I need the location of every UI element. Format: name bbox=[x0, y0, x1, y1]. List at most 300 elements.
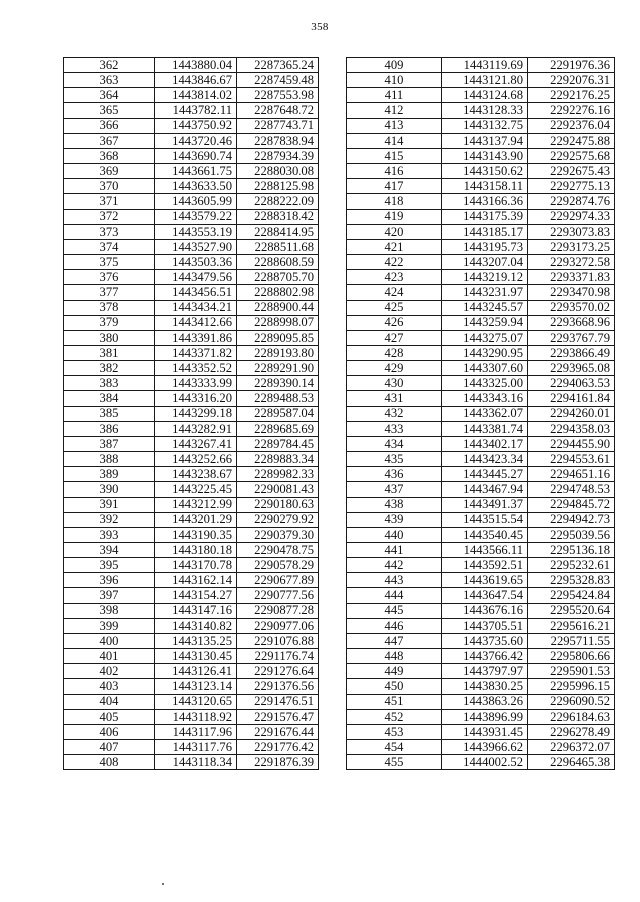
x-coordinate-cell: 1443690.74 bbox=[155, 148, 237, 163]
table-row bbox=[64, 452, 319, 467]
point-number-cell: 454 bbox=[347, 740, 442, 755]
x-coordinate-cell: 1443117.76 bbox=[155, 740, 237, 755]
x-coordinate-cell: 1443119.69 bbox=[442, 58, 528, 73]
table-row bbox=[347, 103, 615, 118]
point-number-cell: 429 bbox=[347, 361, 442, 376]
y-coordinate-cell: 2291976.36 bbox=[528, 58, 615, 73]
y-coordinate-cell: 2293272.58 bbox=[528, 255, 615, 270]
table-row bbox=[64, 482, 319, 497]
table-row bbox=[347, 345, 615, 360]
table-row bbox=[347, 133, 615, 148]
x-coordinate-cell: 1443128.33 bbox=[442, 103, 528, 118]
table-row bbox=[347, 58, 615, 73]
x-coordinate-cell: 1443316.20 bbox=[155, 391, 237, 406]
x-coordinate-cell: 1443275.07 bbox=[442, 330, 528, 345]
y-coordinate-cell: 2289291.90 bbox=[237, 361, 319, 376]
x-coordinate-cell: 1443467.94 bbox=[442, 482, 528, 497]
x-coordinate-cell: 1443147.16 bbox=[155, 603, 237, 618]
table-row bbox=[64, 133, 319, 148]
point-number-cell: 399 bbox=[64, 618, 155, 633]
x-coordinate-cell: 1443766.42 bbox=[442, 649, 528, 664]
x-coordinate-cell: 1443117.96 bbox=[155, 724, 237, 739]
table-row bbox=[347, 709, 615, 724]
x-coordinate-cell: 1443661.75 bbox=[155, 164, 237, 179]
y-coordinate-cell: 2292675.43 bbox=[528, 164, 615, 179]
point-number-cell: 424 bbox=[347, 285, 442, 300]
y-coordinate-cell: 2291376.56 bbox=[237, 679, 319, 694]
table-row bbox=[64, 618, 319, 633]
table-row bbox=[347, 603, 615, 618]
point-number-cell: 382 bbox=[64, 361, 155, 376]
table-row bbox=[347, 164, 615, 179]
table-row bbox=[347, 209, 615, 224]
x-coordinate-cell: 1443120.65 bbox=[155, 694, 237, 709]
point-number-cell: 400 bbox=[64, 633, 155, 648]
y-coordinate-cell: 2289095.85 bbox=[237, 330, 319, 345]
y-coordinate-cell: 2293668.96 bbox=[528, 315, 615, 330]
table-row bbox=[347, 664, 615, 679]
y-coordinate-cell: 2293073.83 bbox=[528, 224, 615, 239]
point-number-cell: 440 bbox=[347, 527, 442, 542]
point-number-cell: 428 bbox=[347, 345, 442, 360]
y-coordinate-cell: 2295616.21 bbox=[528, 618, 615, 633]
x-coordinate-cell: 1443290.95 bbox=[442, 345, 528, 360]
table-row bbox=[64, 755, 319, 770]
y-coordinate-cell: 2288802.98 bbox=[237, 285, 319, 300]
y-coordinate-cell: 2296090.52 bbox=[528, 694, 615, 709]
y-coordinate-cell: 2291876.39 bbox=[237, 755, 319, 770]
point-number-cell: 444 bbox=[347, 588, 442, 603]
point-number-cell: 420 bbox=[347, 224, 442, 239]
y-coordinate-cell: 2288608.59 bbox=[237, 255, 319, 270]
table-row bbox=[347, 649, 615, 664]
point-number-cell: 446 bbox=[347, 618, 442, 633]
table-row bbox=[347, 239, 615, 254]
x-coordinate-cell: 1443124.68 bbox=[442, 88, 528, 103]
x-coordinate-cell: 1443307.60 bbox=[442, 361, 528, 376]
x-coordinate-cell: 1443130.45 bbox=[155, 649, 237, 664]
table-row bbox=[64, 376, 319, 391]
table-row bbox=[64, 285, 319, 300]
point-number-cell: 418 bbox=[347, 194, 442, 209]
x-coordinate-cell: 1443797.97 bbox=[442, 664, 528, 679]
x-coordinate-cell: 1443676.16 bbox=[442, 603, 528, 618]
table-row bbox=[64, 58, 319, 73]
point-number-cell: 434 bbox=[347, 436, 442, 451]
y-coordinate-cell: 2295520.64 bbox=[528, 603, 615, 618]
y-coordinate-cell: 2287553.98 bbox=[237, 88, 319, 103]
y-coordinate-cell: 2290877.28 bbox=[237, 603, 319, 618]
y-coordinate-cell: 2294455.90 bbox=[528, 436, 615, 451]
table-row bbox=[64, 740, 319, 755]
x-coordinate-cell: 1443123.14 bbox=[155, 679, 237, 694]
y-coordinate-cell: 2288511.68 bbox=[237, 239, 319, 254]
y-coordinate-cell: 2296372.07 bbox=[528, 740, 615, 755]
table-row bbox=[64, 406, 319, 421]
point-number-cell: 362 bbox=[64, 58, 155, 73]
point-number-cell: 413 bbox=[347, 118, 442, 133]
x-coordinate-cell: 1443143.90 bbox=[442, 148, 528, 163]
y-coordinate-cell: 2289488.53 bbox=[237, 391, 319, 406]
x-coordinate-cell: 1443325.00 bbox=[442, 376, 528, 391]
x-coordinate-cell: 1443647.54 bbox=[442, 588, 528, 603]
point-number-cell: 439 bbox=[347, 512, 442, 527]
x-coordinate-cell: 1443166.36 bbox=[442, 194, 528, 209]
point-number-cell: 369 bbox=[64, 164, 155, 179]
y-coordinate-cell: 2293965.08 bbox=[528, 361, 615, 376]
y-coordinate-cell: 2290279.92 bbox=[237, 512, 319, 527]
y-coordinate-cell: 2295136.18 bbox=[528, 543, 615, 558]
x-coordinate-cell: 1443846.67 bbox=[155, 73, 237, 88]
y-coordinate-cell: 2292775.13 bbox=[528, 179, 615, 194]
y-coordinate-cell: 2296184.63 bbox=[528, 709, 615, 724]
table-row bbox=[347, 224, 615, 239]
y-coordinate-cell: 2287459.48 bbox=[237, 73, 319, 88]
table-row bbox=[64, 179, 319, 194]
x-coordinate-cell: 1443503.36 bbox=[155, 255, 237, 270]
point-number-cell: 390 bbox=[64, 482, 155, 497]
table-row bbox=[347, 376, 615, 391]
point-number-cell: 414 bbox=[347, 133, 442, 148]
point-number-cell: 438 bbox=[347, 497, 442, 512]
table-row bbox=[347, 512, 615, 527]
y-coordinate-cell: 2291776.42 bbox=[237, 740, 319, 755]
point-number-cell: 386 bbox=[64, 421, 155, 436]
point-number-cell: 409 bbox=[347, 58, 442, 73]
y-coordinate-cell: 2290777.56 bbox=[237, 588, 319, 603]
y-coordinate-cell: 2293866.49 bbox=[528, 345, 615, 360]
x-coordinate-cell: 1443782.11 bbox=[155, 103, 237, 118]
x-coordinate-cell: 1443118.92 bbox=[155, 709, 237, 724]
point-number-cell: 391 bbox=[64, 497, 155, 512]
table-row bbox=[347, 755, 615, 770]
point-number-cell: 415 bbox=[347, 148, 442, 163]
y-coordinate-cell: 2292176.25 bbox=[528, 88, 615, 103]
table-row bbox=[64, 664, 319, 679]
point-number-cell: 376 bbox=[64, 270, 155, 285]
point-number-cell: 367 bbox=[64, 133, 155, 148]
x-coordinate-cell: 1443150.62 bbox=[442, 164, 528, 179]
table-row bbox=[64, 194, 319, 209]
table-row bbox=[347, 88, 615, 103]
y-coordinate-cell: 2291176.74 bbox=[237, 649, 319, 664]
point-number-cell: 397 bbox=[64, 588, 155, 603]
x-coordinate-cell: 1443185.17 bbox=[442, 224, 528, 239]
coordinates-table-left bbox=[63, 57, 319, 770]
y-coordinate-cell: 2291076.88 bbox=[237, 633, 319, 648]
table-row bbox=[64, 345, 319, 360]
x-coordinate-cell: 1443750.92 bbox=[155, 118, 237, 133]
y-coordinate-cell: 2295232.61 bbox=[528, 558, 615, 573]
table-row bbox=[64, 164, 319, 179]
point-number-cell: 412 bbox=[347, 103, 442, 118]
page-number: 358 bbox=[311, 21, 329, 33]
x-coordinate-cell: 1443212.99 bbox=[155, 497, 237, 512]
table-row bbox=[347, 543, 615, 558]
x-coordinate-cell: 1443592.51 bbox=[442, 558, 528, 573]
x-coordinate-cell: 1443158.11 bbox=[442, 179, 528, 194]
y-coordinate-cell: 2288318.42 bbox=[237, 209, 319, 224]
point-number-cell: 398 bbox=[64, 603, 155, 618]
point-number-cell: 453 bbox=[347, 724, 442, 739]
point-number-cell: 381 bbox=[64, 345, 155, 360]
y-coordinate-cell: 2291576.47 bbox=[237, 709, 319, 724]
x-coordinate-cell: 1443135.25 bbox=[155, 633, 237, 648]
x-coordinate-cell: 1443966.62 bbox=[442, 740, 528, 755]
table-row bbox=[64, 300, 319, 315]
table-row bbox=[347, 573, 615, 588]
point-number-cell: 447 bbox=[347, 633, 442, 648]
point-number-cell: 423 bbox=[347, 270, 442, 285]
point-number-cell: 370 bbox=[64, 179, 155, 194]
table-row bbox=[347, 73, 615, 88]
x-coordinate-cell: 1443362.07 bbox=[442, 406, 528, 421]
point-number-cell: 426 bbox=[347, 315, 442, 330]
y-coordinate-cell: 2293470.98 bbox=[528, 285, 615, 300]
table-row bbox=[347, 694, 615, 709]
table-row bbox=[347, 118, 615, 133]
point-number-cell: 452 bbox=[347, 709, 442, 724]
x-coordinate-cell: 1443381.74 bbox=[442, 421, 528, 436]
table-row bbox=[347, 315, 615, 330]
point-number-cell: 402 bbox=[64, 664, 155, 679]
x-coordinate-cell: 1443412.66 bbox=[155, 315, 237, 330]
point-number-cell: 421 bbox=[347, 239, 442, 254]
table-row bbox=[64, 558, 319, 573]
x-coordinate-cell: 1443154.27 bbox=[155, 588, 237, 603]
x-coordinate-cell: 1443195.73 bbox=[442, 239, 528, 254]
y-coordinate-cell: 2294748.53 bbox=[528, 482, 615, 497]
x-coordinate-cell: 1443735.60 bbox=[442, 633, 528, 648]
table-row bbox=[347, 194, 615, 209]
y-coordinate-cell: 2294553.61 bbox=[528, 452, 615, 467]
y-coordinate-cell: 2294942.73 bbox=[528, 512, 615, 527]
x-coordinate-cell: 1443423.34 bbox=[442, 452, 528, 467]
table-row bbox=[347, 527, 615, 542]
table-row bbox=[64, 543, 319, 558]
point-number-cell: 384 bbox=[64, 391, 155, 406]
table-row bbox=[347, 179, 615, 194]
table-row bbox=[347, 148, 615, 163]
point-number-cell: 375 bbox=[64, 255, 155, 270]
table-row bbox=[64, 148, 319, 163]
x-coordinate-cell: 1443162.14 bbox=[155, 573, 237, 588]
table-row bbox=[347, 406, 615, 421]
table-row bbox=[347, 467, 615, 482]
y-coordinate-cell: 2290977.06 bbox=[237, 618, 319, 633]
y-coordinate-cell: 2288125.98 bbox=[237, 179, 319, 194]
scan-speck bbox=[162, 883, 164, 885]
x-coordinate-cell: 1443931.45 bbox=[442, 724, 528, 739]
x-coordinate-cell: 1443118.34 bbox=[155, 755, 237, 770]
x-coordinate-cell: 1443456.51 bbox=[155, 285, 237, 300]
point-number-cell: 363 bbox=[64, 73, 155, 88]
table-row bbox=[64, 270, 319, 285]
point-number-cell: 445 bbox=[347, 603, 442, 618]
table-row bbox=[347, 588, 615, 603]
table-row bbox=[347, 436, 615, 451]
x-coordinate-cell: 1443479.56 bbox=[155, 270, 237, 285]
y-coordinate-cell: 2288705.70 bbox=[237, 270, 319, 285]
point-number-cell: 377 bbox=[64, 285, 155, 300]
table-row bbox=[64, 573, 319, 588]
table-row bbox=[64, 73, 319, 88]
x-coordinate-cell: 1443491.37 bbox=[442, 497, 528, 512]
table-row bbox=[64, 436, 319, 451]
point-number-cell: 449 bbox=[347, 664, 442, 679]
y-coordinate-cell: 2295806.66 bbox=[528, 649, 615, 664]
table-row bbox=[64, 603, 319, 618]
y-coordinate-cell: 2295328.83 bbox=[528, 573, 615, 588]
x-coordinate-cell: 1443282.91 bbox=[155, 421, 237, 436]
table-row bbox=[347, 724, 615, 739]
table-row bbox=[347, 558, 615, 573]
table-row bbox=[64, 694, 319, 709]
point-number-cell: 374 bbox=[64, 239, 155, 254]
point-number-cell: 432 bbox=[347, 406, 442, 421]
y-coordinate-cell: 2292475.88 bbox=[528, 133, 615, 148]
table-row bbox=[347, 740, 615, 755]
point-number-cell: 425 bbox=[347, 300, 442, 315]
point-number-cell: 431 bbox=[347, 391, 442, 406]
point-number-cell: 455 bbox=[347, 755, 442, 770]
table-row bbox=[64, 679, 319, 694]
table-row bbox=[64, 709, 319, 724]
point-number-cell: 378 bbox=[64, 300, 155, 315]
y-coordinate-cell: 2289390.14 bbox=[237, 376, 319, 391]
x-coordinate-cell: 1443299.18 bbox=[155, 406, 237, 421]
point-number-cell: 436 bbox=[347, 467, 442, 482]
y-coordinate-cell: 2287648.72 bbox=[237, 103, 319, 118]
table-row bbox=[64, 588, 319, 603]
y-coordinate-cell: 2288998.07 bbox=[237, 315, 319, 330]
x-coordinate-cell: 1443566.11 bbox=[442, 543, 528, 558]
point-number-cell: 443 bbox=[347, 573, 442, 588]
y-coordinate-cell: 2292974.33 bbox=[528, 209, 615, 224]
y-coordinate-cell: 2292076.31 bbox=[528, 73, 615, 88]
point-number-cell: 395 bbox=[64, 558, 155, 573]
point-number-cell: 419 bbox=[347, 209, 442, 224]
point-number-cell: 368 bbox=[64, 148, 155, 163]
coordinates-table-right-body bbox=[347, 58, 615, 770]
y-coordinate-cell: 2288414.95 bbox=[237, 224, 319, 239]
x-coordinate-cell: 1444002.52 bbox=[442, 755, 528, 770]
x-coordinate-cell: 1443352.52 bbox=[155, 361, 237, 376]
point-number-cell: 451 bbox=[347, 694, 442, 709]
table-row bbox=[64, 88, 319, 103]
y-coordinate-cell: 2293173.25 bbox=[528, 239, 615, 254]
x-coordinate-cell: 1443402.17 bbox=[442, 436, 528, 451]
y-coordinate-cell: 2295039.56 bbox=[528, 527, 615, 542]
table-row bbox=[347, 391, 615, 406]
table-row bbox=[347, 361, 615, 376]
table-row bbox=[64, 239, 319, 254]
y-coordinate-cell: 2289784.45 bbox=[237, 436, 319, 451]
y-coordinate-cell: 2293767.79 bbox=[528, 330, 615, 345]
y-coordinate-cell: 2289587.04 bbox=[237, 406, 319, 421]
y-coordinate-cell: 2288900.44 bbox=[237, 300, 319, 315]
x-coordinate-cell: 1443180.18 bbox=[155, 543, 237, 558]
y-coordinate-cell: 2289685.69 bbox=[237, 421, 319, 436]
x-coordinate-cell: 1443259.94 bbox=[442, 315, 528, 330]
x-coordinate-cell: 1443121.80 bbox=[442, 73, 528, 88]
point-number-cell: 416 bbox=[347, 164, 442, 179]
y-coordinate-cell: 2294358.03 bbox=[528, 421, 615, 436]
point-number-cell: 383 bbox=[64, 376, 155, 391]
table-row bbox=[64, 118, 319, 133]
table-row bbox=[64, 527, 319, 542]
y-coordinate-cell: 2295711.55 bbox=[528, 633, 615, 648]
x-coordinate-cell: 1443527.90 bbox=[155, 239, 237, 254]
point-number-cell: 430 bbox=[347, 376, 442, 391]
y-coordinate-cell: 2295901.53 bbox=[528, 664, 615, 679]
y-coordinate-cell: 2291276.64 bbox=[237, 664, 319, 679]
x-coordinate-cell: 1443553.19 bbox=[155, 224, 237, 239]
y-coordinate-cell: 2288030.08 bbox=[237, 164, 319, 179]
y-coordinate-cell: 2296465.38 bbox=[528, 755, 615, 770]
y-coordinate-cell: 2290578.29 bbox=[237, 558, 319, 573]
table-row bbox=[347, 482, 615, 497]
table-row bbox=[64, 512, 319, 527]
table-row bbox=[347, 633, 615, 648]
table-row bbox=[64, 391, 319, 406]
x-coordinate-cell: 1443515.54 bbox=[442, 512, 528, 527]
point-number-cell: 406 bbox=[64, 724, 155, 739]
x-coordinate-cell: 1443880.04 bbox=[155, 58, 237, 73]
y-coordinate-cell: 2290478.75 bbox=[237, 543, 319, 558]
x-coordinate-cell: 1443219.12 bbox=[442, 270, 528, 285]
x-coordinate-cell: 1443434.21 bbox=[155, 300, 237, 315]
y-coordinate-cell: 2287838.94 bbox=[237, 133, 319, 148]
y-coordinate-cell: 2292874.76 bbox=[528, 194, 615, 209]
x-coordinate-cell: 1443132.75 bbox=[442, 118, 528, 133]
table-row bbox=[347, 618, 615, 633]
y-coordinate-cell: 2294845.72 bbox=[528, 497, 615, 512]
point-number-cell: 441 bbox=[347, 543, 442, 558]
point-number-cell: 450 bbox=[347, 679, 442, 694]
x-coordinate-cell: 1443137.94 bbox=[442, 133, 528, 148]
point-number-cell: 427 bbox=[347, 330, 442, 345]
point-number-cell: 417 bbox=[347, 179, 442, 194]
y-coordinate-cell: 2294161.84 bbox=[528, 391, 615, 406]
table-row bbox=[347, 270, 615, 285]
x-coordinate-cell: 1443225.45 bbox=[155, 482, 237, 497]
table-row bbox=[64, 255, 319, 270]
y-coordinate-cell: 2292376.04 bbox=[528, 118, 615, 133]
point-number-cell: 404 bbox=[64, 694, 155, 709]
y-coordinate-cell: 2292276.16 bbox=[528, 103, 615, 118]
table-row bbox=[64, 315, 319, 330]
x-coordinate-cell: 1443245.57 bbox=[442, 300, 528, 315]
x-coordinate-cell: 1443445.27 bbox=[442, 467, 528, 482]
x-coordinate-cell: 1443126.41 bbox=[155, 664, 237, 679]
table-row bbox=[347, 255, 615, 270]
x-coordinate-cell: 1443830.25 bbox=[442, 679, 528, 694]
table-row bbox=[64, 209, 319, 224]
table-row bbox=[64, 361, 319, 376]
y-coordinate-cell: 2294651.16 bbox=[528, 467, 615, 482]
point-number-cell: 442 bbox=[347, 558, 442, 573]
point-number-cell: 364 bbox=[64, 88, 155, 103]
point-number-cell: 437 bbox=[347, 482, 442, 497]
x-coordinate-cell: 1443814.02 bbox=[155, 88, 237, 103]
coordinates-table-right bbox=[346, 57, 615, 770]
x-coordinate-cell: 1443391.86 bbox=[155, 330, 237, 345]
point-number-cell: 394 bbox=[64, 543, 155, 558]
x-coordinate-cell: 1443252.66 bbox=[155, 452, 237, 467]
point-number-cell: 448 bbox=[347, 649, 442, 664]
y-coordinate-cell: 2287743.71 bbox=[237, 118, 319, 133]
